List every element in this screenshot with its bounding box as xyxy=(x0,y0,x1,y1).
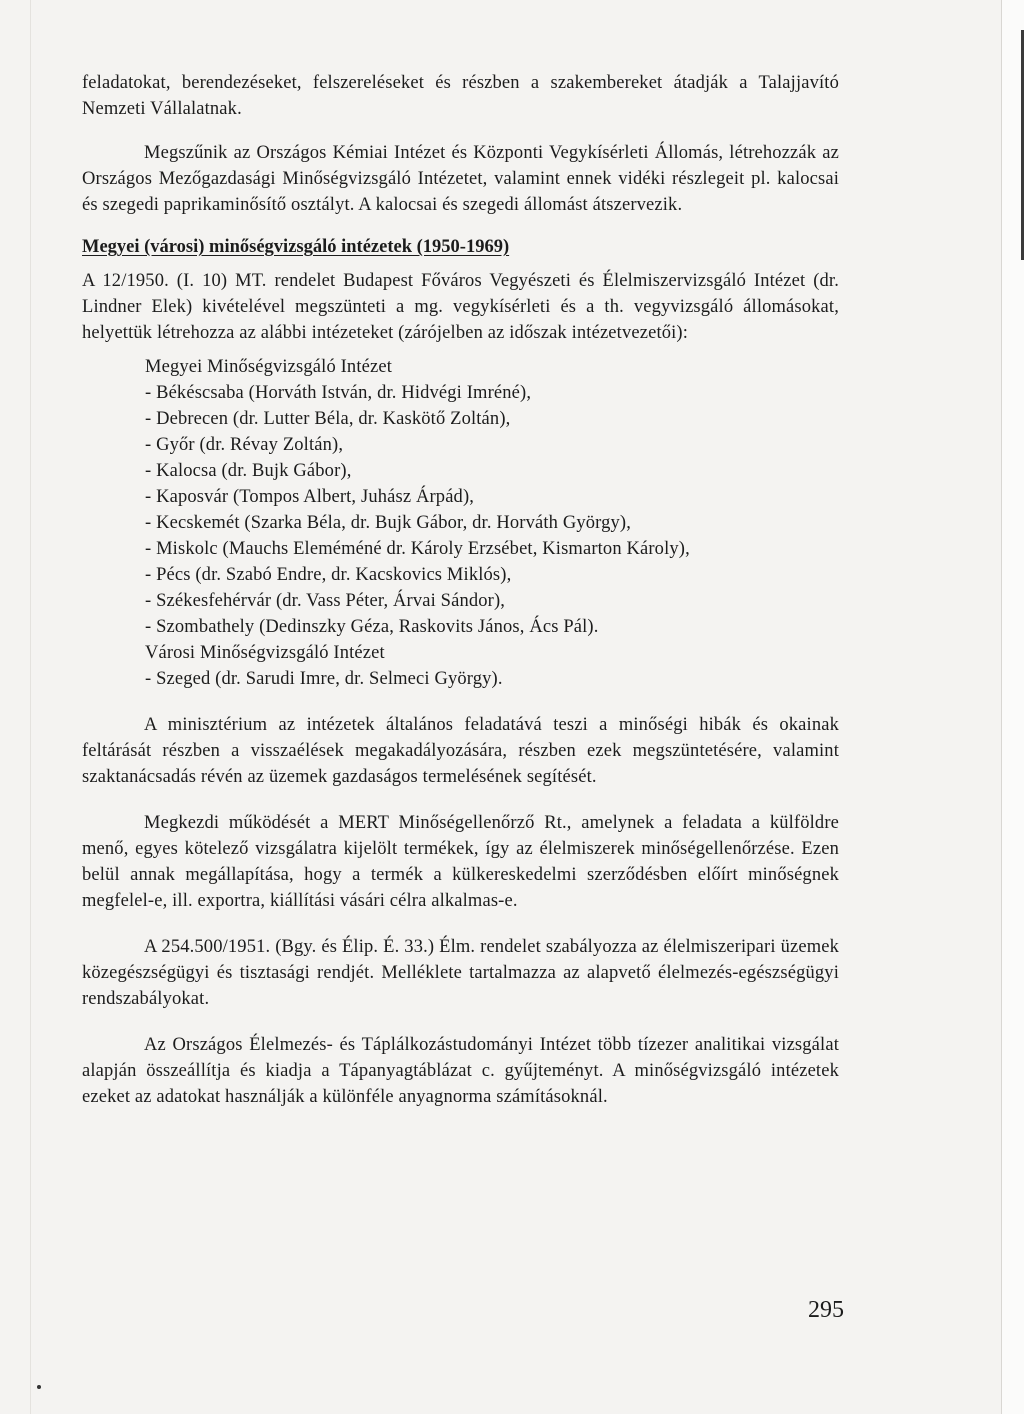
paragraph-6: A 254.500/1951. (Bgy. és Élip. É. 33.) Élm. rendelet szabályozza az élelmiszeripari üzemek közegészségügyi és tisztasági rendjét. Melléklete tartalmazza az alapvető élelmezés-egészségügyi rendszabályokat. xyxy=(82,937,839,1009)
list-item: - Miskolc (Mauchs Eleméméné dr. Károly Erzsébet, Kismarton Károly), xyxy=(145,539,690,559)
paragraph-2: Megszűnik az Országos Kémiai Intézet és Központi Vegykísérleti Állomás, létrehozzák az Országos Mezőgazdasági Minőségvizsgáló Intézetet, valamint ennek vidéki részlegeit pl. kalocsai és szegedi paprikaminősítő osztályt. A kalocsai és szegedi állomást átszervezik. xyxy=(82,143,839,215)
list-item: - Békéscsaba (Horváth István, dr. Hidvégi Imréné), xyxy=(145,383,532,403)
list-item: - Szeged (dr. Sarudi Imre, dr. Selmeci György). xyxy=(145,669,503,689)
document-body xyxy=(82,70,839,1110)
list-item: - Kaposvár (Tompos Albert, Juhász Árpád), xyxy=(145,487,475,507)
list-item: - Kecskemét (Szarka Béla, dr. Bujk Gábor, dr. Horváth György), xyxy=(145,513,632,533)
paragraph-7: Az Országos Élelmezés- és Táplálkozástudományi Intézet több tízezer analitikai vizsgálat alapján összeállítja és kiadja a Tápanyagtáblázat c. gyűjteményt. A minőségvizsgáló intézetek ezeket az adatokat használják a különféle anyagnorma számításoknál. xyxy=(82,1035,839,1107)
list-item: - Szombathely (Dedinszky Géza, Raskovits János, Ács Pál). xyxy=(145,617,599,637)
page-binding-edge xyxy=(30,0,31,1414)
list-item: Megyei Minőségvizsgáló Intézet xyxy=(145,357,392,377)
list-item: - Győr (dr. Révay Zoltán), xyxy=(145,435,344,455)
page-number: 295 xyxy=(808,1297,844,1323)
list-item: Városi Minőségvizsgáló Intézet xyxy=(145,643,385,663)
paragraph-3: A 12/1950. (I. 10) MT. rendelet Budapest Főváros Vegyészeti és Élelmiszervizsgáló Intézet (dr. Lindner Elek) kivételével megszünteti a mg. vegykísérleti és a th. vegyvizsgáló állomásokat, helyettük létrehozza az alábbi intézeteket (zárójelben az időszak intézetvezetői): xyxy=(82,271,839,343)
section-heading: Megyei (városi) minőségvizsgáló intézetek (1950-1969) xyxy=(82,237,510,257)
list-item: - Debrecen (dr. Lutter Béla, dr. Kaskötő Zoltán), xyxy=(145,409,511,429)
list-item: - Kalocsa (dr. Bujk Gábor), xyxy=(145,461,352,481)
scan-speck xyxy=(37,1385,41,1389)
list-item: - Pécs (dr. Szabó Endre, dr. Kacskovics Miklós), xyxy=(145,565,512,585)
paragraph-1: feladatokat, berendezéseket, felszereléseket és részben a szakembereket átadják a Talajjavító Nemzeti Vállalatnak. xyxy=(82,73,839,119)
paragraph-4: A minisztérium az intézetek általános feladatává teszi a minőségi hibák és okainak feltárását részben a visszaélések megakadályozására, részben ezek megszüntetésére, valamint szaktanácsadás révén az üzemek gazdaságos termelésének segítését. xyxy=(82,715,839,787)
institute-list xyxy=(82,354,839,692)
paragraph-5: Megkezdi működését a MERT Minőségellenőrző Rt., amelynek a feladata a külföldre menő, egyes kötelező vizsgálatra kijelölt termékek, így az élelmiszerek minőségellenőrzése. Ezen belül annak megállapítása, hogy a termék a külkereskedelmi szerződésben előírt minőségnek megfelel-e, ill. exportra, kiállítási vásári célra alkalmas-e. xyxy=(82,813,839,911)
list-item: - Székesfehérvár (dr. Vass Péter, Árvai Sándor), xyxy=(145,591,506,611)
